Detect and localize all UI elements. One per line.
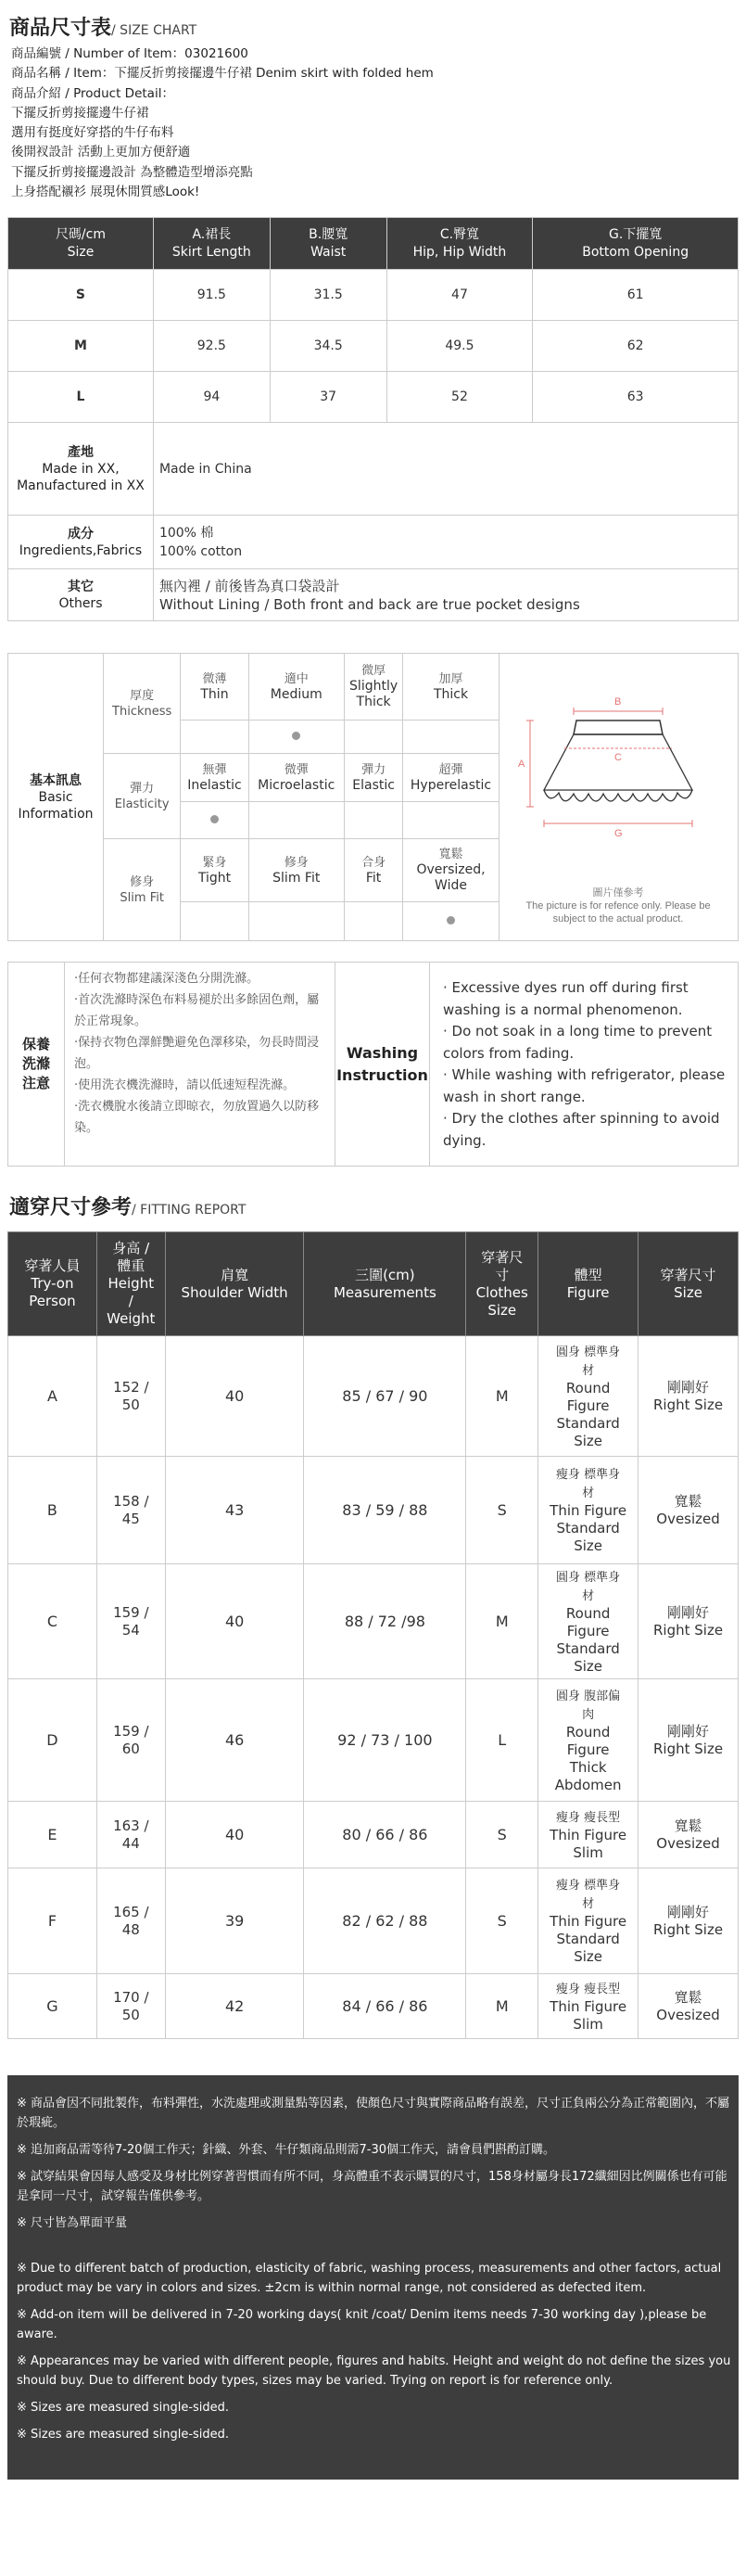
option-slim-fit: 修身 Slim Fit [248,839,344,902]
info-line: 選用有挺度好穿搭的牛仔布料 [11,125,174,141]
fit-size: 寬鬆 Ovesized [639,1457,739,1564]
marker-cell [344,721,403,754]
others-label: 其它 Others [8,569,154,621]
size-table [7,217,739,621]
notes-panel [7,2075,739,2480]
option-tight: 緊身 Tight [181,839,248,902]
header-waist: B.腰寬 Waist [270,218,386,270]
size-label: M [8,321,154,372]
clothes-size: S [466,1868,538,1974]
table-row [8,1802,739,1868]
product-info [7,45,739,202]
header-person: 穿著人員 Try-on Person [8,1232,97,1336]
cell: 61 [533,270,739,321]
note-en: ※ Sizes are measured single-sided. [17,2401,230,2416]
info-line: 後開衩設計 活動上更加方便舒適 [11,145,191,160]
figure: 圓身 標準身 材 Round Figure Standard Size [538,1336,639,1457]
person: G [8,1974,97,2039]
option-hyperelastic: 超彈 Hyperelastic [403,754,499,802]
marker-cell [248,802,344,839]
fit-size: 剛剛好 Right Size [639,1564,739,1679]
diagram-note: 圖片僅參考 [592,887,644,899]
elasticity-label: 彈力 Elasticity [104,754,181,839]
option-medium: 適中 Medium [248,654,344,721]
marker-cell [181,902,248,941]
option-thin: 微薄 Thin [181,654,248,721]
fit-size: 剛剛好 Right Size [639,1679,739,1802]
table-row [8,372,739,423]
height-weight: 158 / 45 [96,1457,165,1564]
fit-size: 剛剛好 Right Size [639,1336,739,1457]
shoulder: 43 [165,1457,304,1564]
person: E [8,1802,97,1868]
size-label: L [8,372,154,423]
info-line: 商品編號 / Number of Item：03021600 [11,46,248,61]
option-thick: 加厚 Thick [403,654,499,721]
table-row [8,270,739,321]
cell: 91.5 [153,270,270,321]
origin-value: Made in China [153,423,738,516]
marker-cell [248,902,344,941]
height-weight: 165 / 48 [96,1868,165,1974]
fitting-table [7,1231,739,2039]
header-skirt-length: A.裙長 Skirt Length [153,218,270,270]
header-measurements: 三圍(cm) Measurements [304,1232,466,1336]
header-height-weight: 身高 / 體重 Height / Weight [96,1232,165,1336]
info-line: 下擺反折剪接擺邊牛仔裙 [11,105,149,121]
cell: 34.5 [270,321,386,372]
note-en: ※ Due to different batch of production, elasticity of fabric, washing process, measurements and other factors, actual product may be vary in colors and sizes. ±2cm is within normal range, not considered as defected item. [17,2262,722,2296]
marker-cell [344,902,403,941]
person: C [8,1564,97,1679]
cell: 37 [270,372,386,423]
option-microelastic: 微彈 Microelastic [248,754,344,802]
care-zh-list [64,963,335,1166]
height-weight: 163 / 44 [96,1802,165,1868]
note-en: ※ Add-on item will be delivered in 7-20 working days( knit /coat/ Denim items needs 7-30 working day ),please be aware. [17,2308,707,2342]
person: F [8,1868,97,1974]
table-row [8,1868,739,1974]
note-zh: ※ 尺寸皆為單面平量 [17,2216,128,2231]
diagram-note: The picture is for refence only. Please be [525,900,711,912]
table-row [8,1974,739,2039]
option-fit: 合身 Fit [344,839,403,902]
others-value: 無內裡 / 前後皆為真口袋設計 Without Lining / Both front and back are true pocket designs [153,569,738,621]
ingredients-label: 成分 Ingredients,Fabrics [8,516,154,569]
option-oversized: 寬鬆 Oversized, Wide [403,839,499,902]
diagram-letter-g: G [614,828,623,840]
care-zh-item: ·任何衣物都建議深淺色分開洗滌。 [74,972,259,987]
measurements: 82 / 62 / 88 [304,1868,466,1974]
cell: 52 [386,372,533,423]
clothes-size: S [466,1802,538,1868]
header-size: 尺碼/cm Size [8,218,154,270]
cell: 92.5 [153,321,270,372]
clothes-size: S [466,1457,538,1564]
selected-dot [210,815,219,823]
height-weight: 159 / 54 [96,1564,165,1679]
origin-row [8,423,739,516]
fit-label: 修身 Slim Fit [104,839,181,941]
figure: 瘦身 標準身 材 Thin Figure Standard Size [538,1457,639,1564]
fit-size: 寬鬆 Ovesized [639,1802,739,1868]
marker-cell [403,802,499,839]
fit-size: 寬鬆 Ovesized [639,1974,739,2039]
measurements: 88 / 72 /98 [304,1564,466,1679]
table-row [8,1564,739,1679]
header-bottom-opening: G.下擺寬 Bottom Opening [533,218,739,270]
marker-cell [181,802,248,839]
thickness-label: 厚度 Thickness [104,654,181,754]
selected-dot [292,732,300,740]
marker-cell [403,721,499,754]
clothes-size: M [466,1336,538,1457]
origin-label: 產地 Made in XX, Manufactured in XX [8,423,154,516]
measurements: 83 / 59 / 88 [304,1457,466,1564]
size-chart-title: 商品尺寸表 [9,17,112,40]
shoulder: 39 [165,1868,304,1974]
measurements: 85 / 67 / 90 [304,1336,466,1457]
care-en-item: · Excessive dyes run off during first washing is a normal phenomenon. [443,979,689,1018]
measurements: 84 / 66 / 86 [304,1974,466,2039]
care-en-item: · While washing with refrigerator, please wash in short range. [443,1066,726,1105]
fitting-report-title: 適穿尺寸參考 [9,1196,133,1220]
care-zh-item: ·首次洗滌時深色布料易褪於出多餘固色劑，屬於正常現象。 [74,993,320,1029]
marker-cell [248,721,344,754]
header-clothes-size: 穿著尺 寸 Clothes Size [466,1232,538,1336]
shoulder: 40 [165,1336,304,1457]
cell: 63 [533,372,739,423]
table-row [8,1336,739,1457]
clothes-size: M [466,1974,538,2039]
header-size: 穿著尺寸 Size [639,1232,739,1336]
fitting-header [8,1232,739,1336]
ingredients-row [8,516,739,569]
note-en: ※ Sizes are measured single-sided. [17,2428,230,2442]
person: B [8,1457,97,1564]
person: A [8,1336,97,1457]
fit-size: 剛剛好 Right Size [639,1868,739,1974]
fitting-report-heading [7,1167,739,1231]
height-weight: 159 / 60 [96,1679,165,1802]
care-zh-item: ·保持衣物色澤鮮艷避免色澤移染，勿長時間浸泡。 [74,1036,320,1072]
skirt-diagram-svg [507,660,729,929]
cell: 94 [153,372,270,423]
cell: 31.5 [270,270,386,321]
info-line: 商品介紹 / Product Detail： [11,85,174,101]
size-label: S [8,270,154,321]
info-line: 商品名稱 / Item：下擺反折剪接擺邊牛仔裙 Denim skirt with folded hem [11,66,434,82]
measurements: 92 / 73 / 100 [304,1679,466,1802]
shoulder: 40 [165,1564,304,1679]
care-label: 保養 洗滌 注意 [21,1036,50,1092]
care-en-item: · Do not soak in a long time to prevent colors from fading. [443,1023,713,1062]
care-instructions [7,962,739,1167]
figure: 圓身 腹部偏 肉 Round Figure Thick Abdomen [538,1679,639,1802]
basic-info-title: 基本訊息 Basic Information [8,654,104,941]
header-hip: C.臀寬 Hip, Hip Width [386,218,533,270]
fitting-report-subtitle: / FITTING REPORT [132,1203,247,1218]
option-elastic: 彈力 Elastic [344,754,403,802]
care-zh-item: ·使用洗衣機洗滌時，請以低速短程洗滌。 [74,1078,296,1093]
person: D [8,1679,97,1802]
height-weight: 152 / 50 [96,1336,165,1457]
measurements: 80 / 66 / 86 [304,1802,466,1868]
marker-cell [344,802,403,839]
option-inelastic: 無彈 Inelastic [181,754,248,802]
note-zh: ※ 追加商品需等待7-20個工作天；針織、外套、牛仔類商品則需7-30個工作天，請會員們斟酌訂購。 [17,2143,556,2158]
figure: 瘦身 標準身 材 Thin Figure Standard Size [538,1868,639,1974]
figure: 圓身 標準身 材 Round Figure Standard Size [538,1564,639,1679]
note-en: ※ Appearances may be varied with different people, figures and habits. Height and weight do not define the sizes you should buy. Due to different body types, sizes may be varied. Trying on report is for reference only. [17,2354,731,2389]
size-chart-heading [7,0,739,46]
shoulder: 46 [165,1679,304,1802]
basic-info-table [7,653,739,941]
marker-cell [181,721,248,754]
note-zh: ※ 商品會因不同批製作，布料彈性，水洗處理或測量點等因素，使顏色尺寸與實際商品略有誤差，尺寸正負兩公分為正常範圍內，不屬於瑕疵。 [17,2097,730,2131]
clothes-size: M [466,1564,538,1679]
care-zh-item: ·洗衣機脫水後請立即晾衣，勿放置過久以防移染。 [74,1100,320,1136]
clothes-size: L [466,1679,538,1802]
figure: 瘦身 瘦長型 Thin Figure Slim [538,1802,639,1868]
cell: 62 [533,321,739,372]
diagram-note: subject to the actual product. [553,913,684,925]
marker-cell [403,902,499,941]
table-row [8,321,739,372]
table-row [8,1679,739,1802]
selected-dot [447,916,455,925]
info-line: 下擺反折剪接擺邊設計 為整體造型增添亮點 [11,164,253,180]
others-row [8,569,739,621]
diagram-letter-b: B [614,696,622,708]
diagram-letter-a: A [518,759,525,771]
note-zh: ※ 試穿結果會因每人感受及身材比例穿著習慣而有所不同，身高體重不表示購買的尺寸，158身材屬身長172纖細因比例關係也有可能是拿同一尺寸，試穿報告僅供參考。 [17,2170,727,2204]
table-row [8,1457,739,1564]
option-slightly-thick: 微厚 Slightly Thick [344,654,403,721]
shoulder: 40 [165,1802,304,1868]
cell: 47 [386,270,533,321]
skirt-diagram [499,654,738,941]
diagram-letter-c: C [614,752,623,764]
shoulder: 42 [165,1974,304,2039]
ingredients-value: 100% 棉 100% cotton [153,516,738,569]
thickness-row [8,654,739,721]
figure: 瘦身 瘦長型 Thin Figure Slim [538,1974,639,2039]
header-shoulder: 肩寬 Shoulder Width [165,1232,304,1336]
care-en-item: · Dry the clothes after spinning to avoid dying. [443,1110,720,1149]
size-chart-subtitle: / SIZE CHART [111,23,197,38]
info-line: 上身搭配襯衫 展現休閒質感Look! [11,185,200,200]
cell: 49.5 [386,321,533,372]
size-table-header [8,218,739,270]
header-figure: 體型 Figure [538,1232,639,1336]
height-weight: 170 / 50 [96,1974,165,2039]
washing-instruction-title: Washing Instruction [335,963,429,1166]
care-en-list [429,963,738,1166]
